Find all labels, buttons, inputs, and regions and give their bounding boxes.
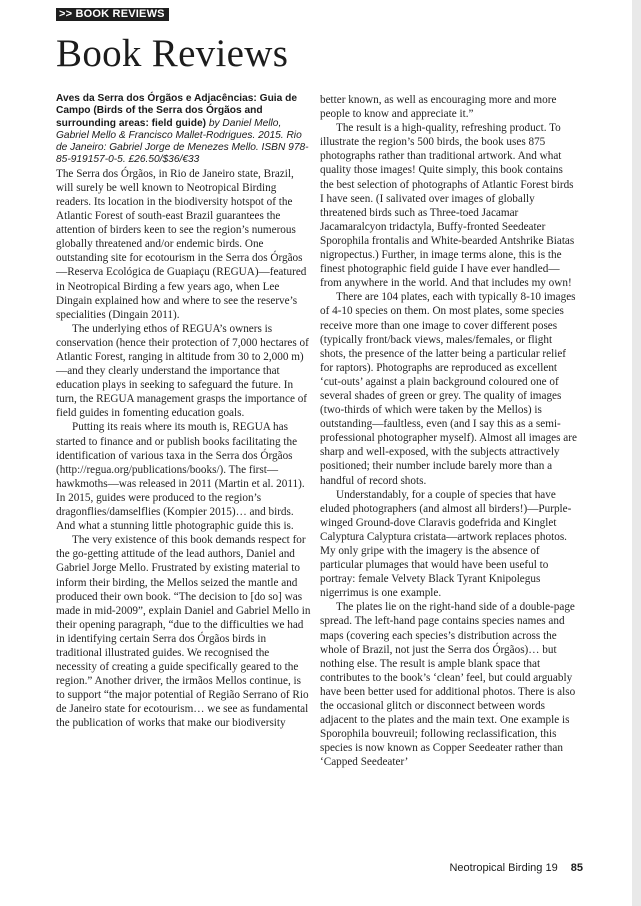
book-meta: by Daniel Mello, Gabriel Mello & Francisco Mallet-Rodrigues. 2015. Rio de Janeiro: Gabriel Jorge de Menezes Mello. ISBN 978-85-919157-0-5. £26.50/$36/€33 <box>56 117 309 166</box>
page-edge <box>632 0 641 906</box>
paragraph: The result is a high-quality, refreshing product. To illustrate the region’s 500 birds, the book uses 875 photographs rather than traditional artwork. And what quality those images! Quite simply, this book contains the best selection of photographs of Atlantic Forest birds I have seen. (I salivated over images of globally threatened birds such as Three-toed Jacamar Jacamaralcyon tridactyla, Buffy-fronted Seedeater Sporophila frontalis and White-bearded Antshrike Biatas nigropectus.) Further, in image terms alone, this is the finest photographic field guide I have ever handled—from anywhere in the world. And that includes my own! <box>320 122 575 290</box>
book-title: Aves da Serra dos Órgãos e Adjacências: Guia de Campo (Birds of the Serra dos Órgãos and surrounding areas: field guide) <box>56 93 298 129</box>
journal-issue: Neotropical Birding 19 <box>449 862 558 874</box>
right-column <box>320 93 578 770</box>
paragraph: The very existence of this book demands respect for the go-getting attitude of the lead authors, Daniel and Gabriel Jorge Mello. Frustrated by existing material to inform their birding, the Mellos seized the mantle and produced their own book. “The decision to [do so] was made in mid-2009”, explain Daniel and Gabriel Mello in their opening paragraph, “due to the difficulties we had in identifying certain Serra dos Órgãos birds in traditional illustrated guides. We recognised the necessity of creating a guide specifically geared to the region.” Another driver, the irmãos Mellos continue, is to support “the major potential of Região Serrano of Rio de Janeiro state for ecotourism… we see as fundamental the publication of works that make our biodiversity <box>56 534 311 730</box>
paragraph: The underlying ethos of REGUA’s owners is conservation (hence their protection of 7,000 hectares of Atlantic Forest, ranging in altitude from 30 to 2,000 m)—and they clearly understand the importance that education plays in seeking to safeguard the future. In turn, the REGUA management grasps the importance of field guides in fomenting education goals. <box>56 322 309 420</box>
paragraph: Understandably, for a couple of species that have eluded photographers (and almost all birders!)—Purple-winged Ground-dove Claravis godefrida and Kinglet Calyptura Calyptura cristata—artwork replaces photos. My only gripe with the imagery is the absence of particular plumages that would have been useful to portray: female Velvety Black Tyrant Knipolegus nigerrimus is one example. <box>320 488 572 600</box>
paragraph: The Serra dos Órgãos, in Rio de Janeiro state, Brazil, will surely be well known to Neotropical Birding readers. Its location in the biodiversity hotspot of the Atlantic Forest of south-east Brazil guarantees the attention of birders keen to see the region’s numerous globally threatened and/or endemic birds. One outstanding site for ecotourism in the Serra dos Órgãos—Reserva Ecológica de Guapiaçu (REGUA)—featured in Neotropical Birding a few years ago, when Lee Dingain explained how and where to see the reserve’s specialities (Dingain 2011). <box>56 167 307 321</box>
page-footer <box>0 862 583 874</box>
paragraph: Putting its reais where its mouth is, REGUA has started to finance and or publish books facilitating the identification of various taxa in the Serra dos Órgãos (http://regua.org/publications/books/). The first—hawkmoths—was released in 2011 (Martin et al. 2011). In 2015, guides were produced to the region’s dragonflies/damselflies (Kompier 2015)… and birds. And what a stunning little photographic guide this is. <box>56 421 305 533</box>
section-tag: >> BOOK REVIEWS <box>56 8 169 21</box>
page-title: Book Reviews <box>56 32 289 75</box>
left-column <box>56 93 311 731</box>
book-info <box>56 93 311 167</box>
page-number: 85 <box>570 862 583 874</box>
paragraph: There are 104 plates, each with typically 8-10 images of 4-10 species on them. On most plates, some species receive more than one image to cover different poses (typically front/back views, males/females, or flight shots, the presence of the latter being a particular relief for raptors). Photographs are reproduced as excellent ‘cut-outs’ against a plain background coloured one of several shades of green or grey. The quality of images (two-thirds of which were taken by the Mellos) is outstanding—faultless, even (and I say this as a semi-professional photographer myself). Almost all images are sharp and well-exposed, with the subjects attractively positioned; their number include barely more than a handful of record shots. <box>320 291 577 487</box>
paragraph: The plates lie on the right-hand side of a double-page spread. The left-hand page contains species names and maps (covering each species’s distribution across the whole of Brazil, not just the Serra dos Órgãos)… but nothing else. The result is ample blank space that contributes to the book’s ‘clean’ feel, but could arguably have been better used for additional photos. There is also the occasional glitch or disconnect between words adjacent to the plates and the main text. One example is Sporophila bouvreuil; following reclassification, this species is now known as Copper Seedeater rather than ‘Capped Seedeater’ <box>320 601 576 769</box>
paragraph: better known, as well as encouraging more and more people to know and appreciate it.” <box>320 94 557 121</box>
